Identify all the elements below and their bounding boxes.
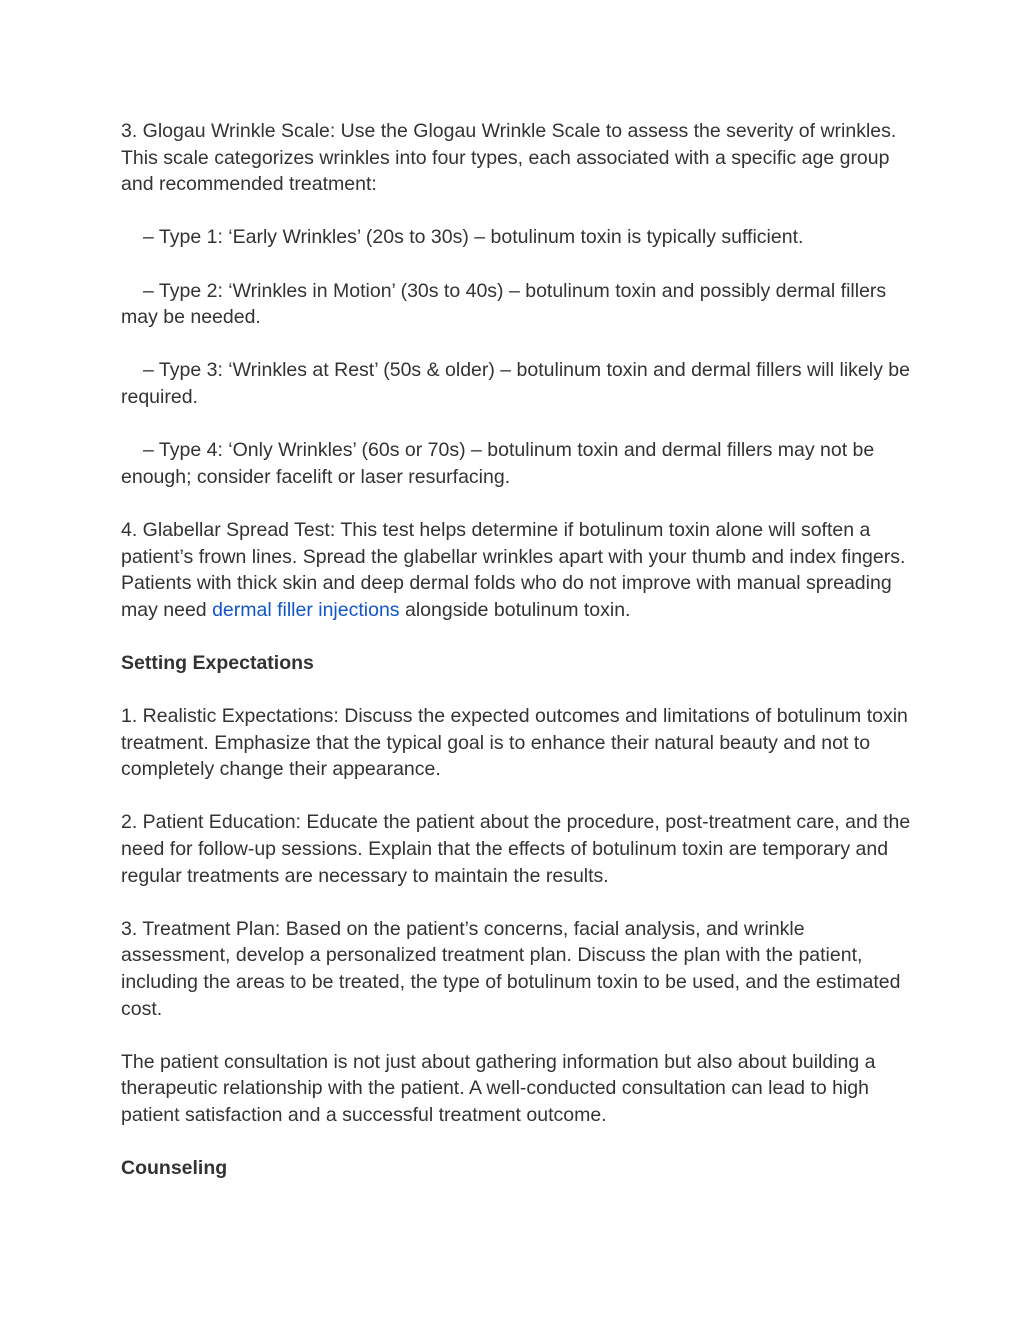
glabellar-text-before-link: 4. Glabellar Spread Test: This test helps determine if botulinum toxin alone will soften a patient’s frown lines. Spread the glabellar wrinkles apart with your thumb and index fingers. Patients with thick skin and deep dermal folds who do not improve with manual spreading may need bbox=[121, 518, 906, 621]
glabellar-text-after-link: alongside botulinum toxin. bbox=[399, 598, 631, 621]
setting-expectations-heading: Setting Expectations bbox=[121, 651, 314, 674]
glogau-type-3: – Type 3: ‘Wrinkles at Rest’ (50s & older) – botulinum toxin and dermal fillers will likely be required. bbox=[121, 359, 910, 408]
patient-education-paragraph: 2. Patient Education: Educate the patient about the procedure, post-treatment care, and the need for follow-up sessions. Explain that the effects of botulinum toxin are temporary and regular treatments are necessary to maintain the results. bbox=[121, 811, 911, 887]
glogau-intro-paragraph: 3. Glogau Wrinkle Scale: Use the Glogau Wrinkle Scale to assess the severity of wrinkles. This scale categorizes wrinkles into four types, each associated with a specific age group and recommended treatment: bbox=[121, 120, 897, 196]
realistic-expectations-paragraph: 1. Realistic Expectations: Discuss the expected outcomes and limitations of botulinum toxin treatment. Emphasize that the typical goal is to enhance their natural beauty and not to completely change their appearance. bbox=[121, 705, 908, 781]
glabellar-spread-test-paragraph bbox=[121, 517, 911, 623]
glogau-type-2: – Type 2: ‘Wrinkles in Motion’ (30s to 40s) – botulinum toxin and possibly dermal fillers may be needed. bbox=[121, 279, 887, 329]
counseling-heading: Counseling bbox=[121, 1157, 228, 1180]
document-page bbox=[121, 118, 911, 1208]
glogau-type-1: – Type 1: ‘Early Wrinkles’ (20s to 30s) – botulinum toxin is typically sufficient. bbox=[143, 226, 804, 249]
glogau-type-4: – Type 4: ‘Only Wrinkles’ (60s or 70s) – botulinum toxin and dermal fillers may not be enough; consider facelift or laser resurfacing. bbox=[121, 439, 875, 488]
treatment-plan-paragraph: 3. Treatment Plan: Based on the patient’s concerns, facial analysis, and wrinkle assessment, develop a personalized treatment plan. Discuss the plan with the patient, including the areas to be treated, the type of botulinum toxin to be used, and the estimated cost. bbox=[121, 917, 901, 1020]
dermal-filler-injections-link[interactable]: dermal filler injections bbox=[212, 598, 400, 621]
consultation-conclusion-paragraph: The patient consultation is not just about gathering information but also about building a therapeutic relationship with the patient. A well-conducted consultation can lead to high patient satisfaction and a successful treatment outcome. bbox=[121, 1050, 876, 1126]
